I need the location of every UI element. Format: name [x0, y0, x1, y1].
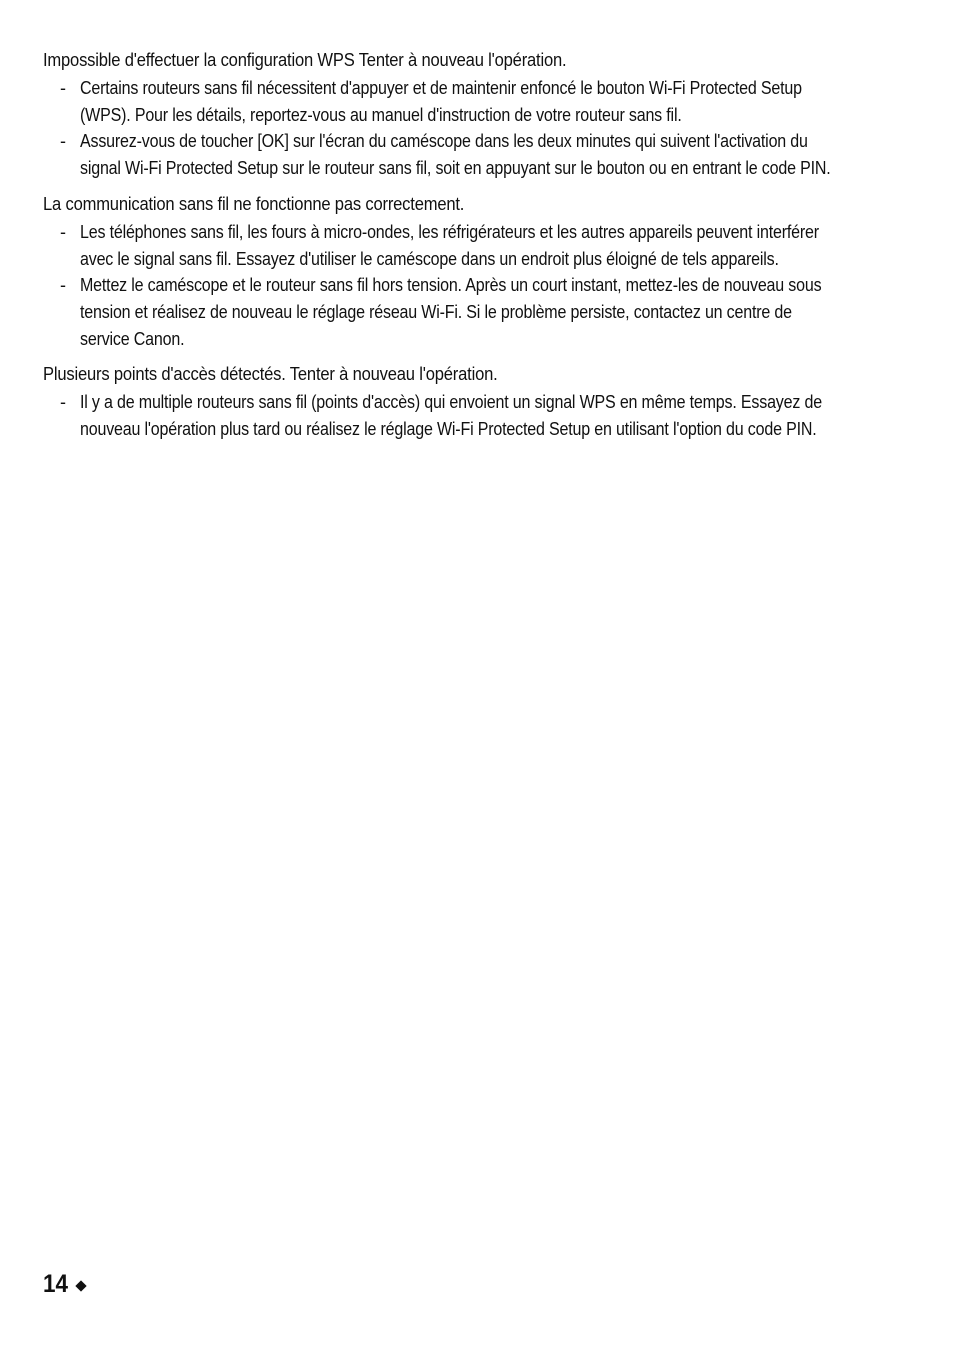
page-footer: [43, 1268, 85, 1300]
diamond-icon: [75, 1280, 86, 1291]
troubleshooting-section-multiple-access-points: [43, 361, 863, 442]
list-item: [43, 389, 863, 442]
troubleshooting-section-wireless-communication: [43, 191, 863, 353]
bullet-marker: -: [60, 131, 66, 152]
list-item: [43, 128, 863, 181]
bullet-marker: -: [60, 392, 66, 413]
list-item: [43, 272, 863, 352]
list-item-text: Mettez le caméscope et le routeur sans fil hors tension. Après un court instant, mettez-les de nouveau sous tension et réalisez de nouveau le réglage réseau Wi-Fi. Si le problème persiste, contactez un centre de service Canon.: [80, 275, 822, 349]
bullet-marker: -: [60, 221, 66, 242]
list-item: [43, 75, 863, 128]
page-number: 14: [43, 1270, 69, 1298]
list-item: [43, 219, 863, 272]
list-item-text: Assurez-vous de toucher [OK] sur l'écran du caméscope dans les deux minutes qui suivent l'activation du signal Wi-Fi Protected Setup sur le routeur sans fil, soit en appuyant sur le bouton ou en entrant le code PIN.: [80, 131, 831, 179]
section-heading: Plusieurs points d'accès détectés. Tenter à nouveau l'opération.: [43, 364, 498, 385]
list-item-text: Certains routeurs sans fil nécessitent d'appuyer et de maintenir enfoncé le bouton Wi-Fi Protected Setup (WPS). Pour les détails, reportez-vous au manuel d'instruction de votre routeur sans fil.: [80, 78, 802, 125]
page-content: [43, 47, 863, 452]
section-heading: Impossible d'effectuer la configuration WPS Tenter à nouveau l'opération.: [43, 50, 567, 70]
section-heading: La communication sans fil ne fonctionne pas correctement.: [43, 193, 465, 214]
bullet-list: [43, 75, 863, 182]
bullet-marker: -: [60, 78, 66, 98]
list-item-text: Il y a de multiple routeurs sans fil (points d'accès) qui envoient un signal WPS en même temps. Essayez de nouveau l'opération plus tard ou réalisez le réglage Wi-Fi Protected Setup en utilisant l'option du code PIN.: [80, 392, 822, 440]
bullet-list: [43, 219, 863, 353]
bullet-marker: -: [60, 275, 66, 296]
bullet-list: [43, 389, 863, 442]
troubleshooting-section-wps-failure: [43, 47, 863, 182]
list-item-text: Les téléphones sans fil, les fours à micro-ondes, les réfrigérateurs et les autres appareils peuvent interférer avec le signal sans fil. Essayez d'utiliser le caméscope dans un endroit plus éloigné de tels appareils.: [80, 221, 819, 269]
